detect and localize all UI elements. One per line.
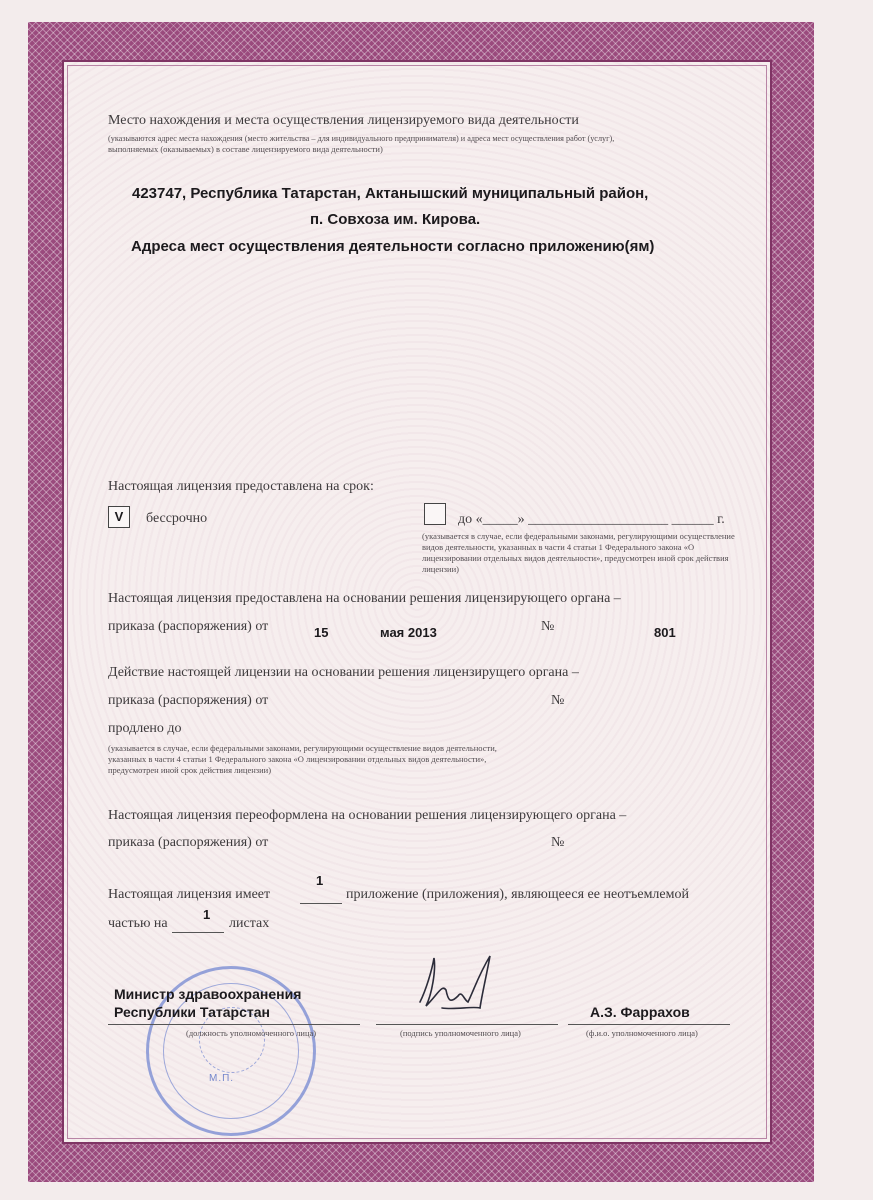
- sheets-count-line: [172, 932, 224, 933]
- address-line-2: п. Совхоза им. Кирова.: [310, 211, 481, 228]
- extension-extended-label: продлено до: [108, 721, 182, 736]
- unlimited-label: бессрочно: [146, 511, 208, 526]
- signatory-name: А.З. Фаррахов: [590, 1004, 690, 1020]
- sheets-before: частью на: [108, 916, 168, 931]
- position-line-2: Республики Татарстан: [114, 1004, 270, 1020]
- grant-day: 15: [314, 625, 329, 640]
- reissue-order-label: приказа (распоряжения) от: [108, 835, 269, 850]
- reissue-number-sign: №: [551, 835, 565, 850]
- attachments-count-line: [300, 903, 342, 904]
- reissue-heading: Настоящая лицензия переоформлена на основании решения лицензирующего органа –: [108, 808, 627, 823]
- attachments-count: 1: [316, 873, 324, 888]
- until-label: до «_____» ____________________ ______ г.: [458, 512, 725, 527]
- handwritten-signature-icon: [402, 950, 512, 1020]
- grant-heading: Настоящая лицензия предоставлена на основании решения лицензирующего органа –: [108, 591, 621, 606]
- attachments-text-before: Настоящая лицензия имеет: [108, 887, 271, 902]
- location-heading-text: Место нахождения и места осуществления лицензируемого вида деятельности: [108, 113, 579, 128]
- location-heading: [108, 113, 740, 129]
- term-heading: Настоящая лицензия предоставлена на срок:: [108, 479, 374, 494]
- sheets-count: 1: [203, 907, 211, 922]
- signature-hint: (подпись уполномоченного лица): [400, 1028, 521, 1038]
- attachments-text-after: приложение (приложения), являющееся ее неотъемлемой: [346, 887, 689, 902]
- stamp-label: М.П.: [209, 1073, 235, 1084]
- extension-heading: Действие настоящей лицензии на основании решения лицензирущего органа –: [108, 665, 579, 680]
- extension-hint: (указывается в случае, если федеральными законами, регулирующими осуществление видов деятельности, указанных в части 4 статьи 1 Федерального закона «О лицензировании отдельных видов деятельности», предусмотрен иной срок действия лицензии): [108, 743, 497, 775]
- extension-number-sign: №: [551, 693, 565, 708]
- until-checkbox[interactable]: [424, 503, 446, 525]
- grant-order-label: приказа (распоряжения) от: [108, 619, 269, 634]
- address-line-1: 423747, Республика Татарстан, Актанышский муниципальный район,: [132, 185, 649, 202]
- location-hint-line1: (указываются адрес места нахождения (место жительства – для индивидуального предпринимателя) и адреса мест осуществления работ (услуг),: [108, 134, 615, 143]
- until-hint: (указывается в случае, если федеральными законами, регулирующими осуществление видов деятельности, указанных в части 4 статьи 1 Федерального закона «О лицензировании отдельных видов деятельности», предусмотрен иной срок действия лицензии): [422, 531, 735, 574]
- extension-order-label: приказа (распоряжения) от: [108, 693, 269, 708]
- sheets-after: листах: [229, 916, 270, 931]
- location-hint-line2: выполняемых (оказываемых) в составе лицензируемого вида деятельности): [108, 144, 383, 154]
- unlimited-checkbox[interactable]: V: [108, 506, 130, 528]
- address-line-3: Адреса мест осуществления деятельности согласно приложению(ям): [131, 238, 655, 255]
- grant-month-year: мая 2013: [380, 625, 437, 640]
- grant-number: 801: [654, 625, 676, 640]
- name-line: [568, 1024, 730, 1025]
- signature-line: [376, 1024, 558, 1025]
- position-line-1: Министр здравоохранения: [114, 986, 302, 1002]
- name-hint: (ф.и.о. уполномоченного лица): [586, 1028, 698, 1038]
- grant-number-sign: №: [541, 619, 555, 634]
- position-hint: (должность уполномоченного лица): [186, 1028, 317, 1038]
- position-line: [108, 1024, 360, 1025]
